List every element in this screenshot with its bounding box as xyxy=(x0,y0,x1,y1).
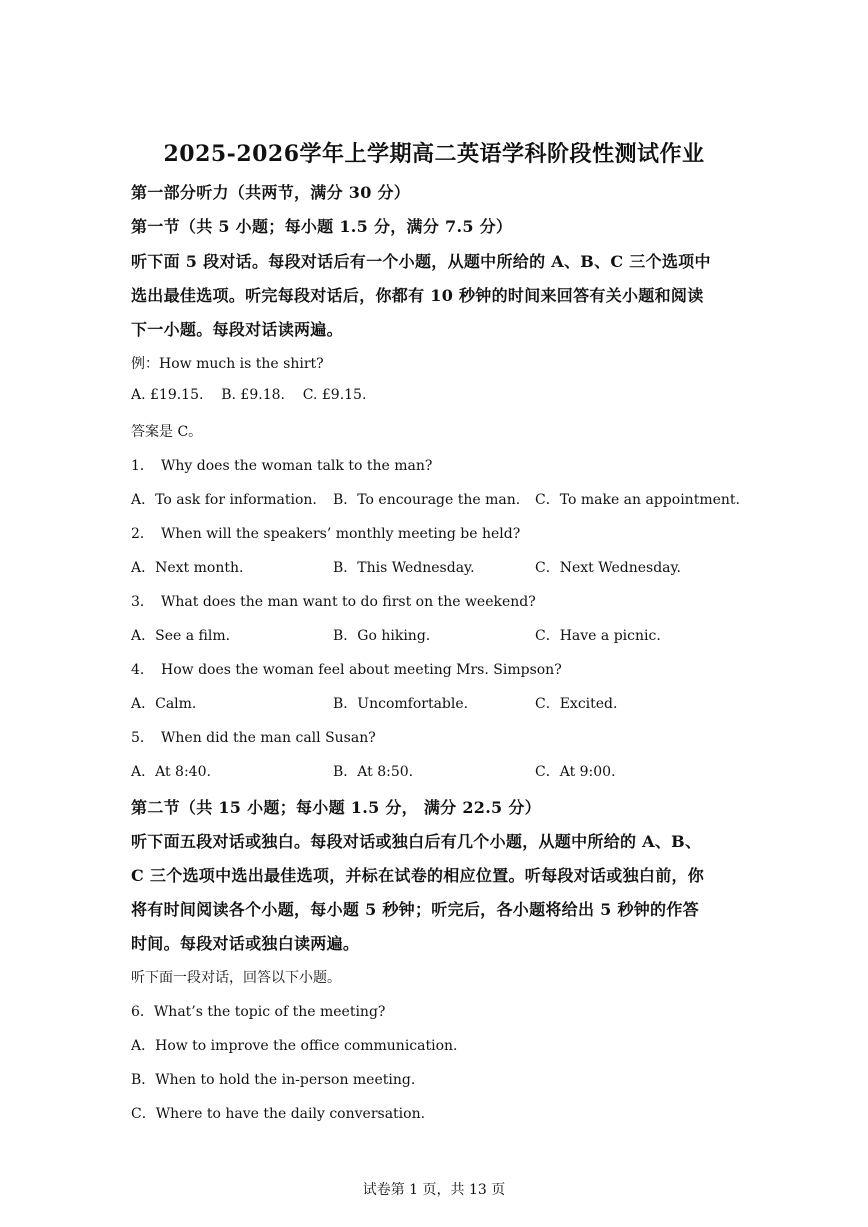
question-text: When did the man call Susan? xyxy=(161,730,376,746)
option-b: B．Go hiking. xyxy=(333,628,431,644)
option-a: A．How to improve the office communication. xyxy=(131,1038,458,1054)
option-b: B．This Wednesday. xyxy=(333,560,475,576)
section1-instruction-line: 选出最佳选项。听完每段对话后，你都有 10 秒钟的时间来回答有关小题和阅读 xyxy=(131,286,704,305)
question-number: 3． xyxy=(131,594,154,610)
option-b: B．When to hold the in-person meeting. xyxy=(131,1072,416,1088)
section2-instruction-line: C 三个选项中选出最佳选项，并标在试卷的相应位置。听每段对话或独白前，你 xyxy=(131,866,705,885)
example-question: 例：How much is the shirt? xyxy=(131,356,324,372)
question-text: Why does the woman talk to the man? xyxy=(161,458,433,474)
section1-heading: 第一节（共 5 小题；每小题 1.5 分，满分 7.5 分） xyxy=(131,217,513,236)
page-footer: 试卷第 1 页，共 13 页 xyxy=(362,1182,506,1198)
question-6: 6．What’s the topic of the meeting? xyxy=(131,1004,386,1020)
option-c: C．At 9:00. xyxy=(535,764,616,780)
question-1 xyxy=(131,455,432,475)
question-number: 1． xyxy=(131,458,154,474)
option-c: C．To make an appointment. xyxy=(535,492,740,508)
question-text: What does the man want to do first on the weekend? xyxy=(161,594,536,610)
example-options: A. £19.15. B. £9.18. C. £9.15. xyxy=(131,387,367,403)
option-c: C．Next Wednesday. xyxy=(535,560,682,576)
option-b: B．To encourage the man. xyxy=(333,492,521,508)
option-c: C．Excited. xyxy=(535,696,618,712)
option-a: A．Next month. xyxy=(131,560,244,576)
question-text: How does the woman feel about meeting Mrs. Simpson? xyxy=(161,662,562,678)
section2-instruction-line: 将有时间阅读各个小题，每小题 5 秒钟；听完后，各小题将给出 5 秒钟的作答 xyxy=(131,900,699,919)
part1-heading: 第一部分听力（共两节，满分 30 分） xyxy=(131,183,411,202)
option-b: B．At 8:50. xyxy=(333,764,414,780)
dialogue-intro: 听下面一段对话，回答以下小题。 xyxy=(131,970,341,986)
example-answer: 答案是 C。 xyxy=(131,424,203,440)
option-a: A．See a film. xyxy=(131,628,231,644)
question-number: 5． xyxy=(131,730,154,746)
option-a: A．Calm. xyxy=(131,696,197,712)
question-2 xyxy=(131,523,520,543)
question-number: 4． xyxy=(131,662,154,678)
question-number: 2． xyxy=(131,526,154,542)
section2-instruction-line: 听下面五段对话或独白。每段对话或独白后有几个小题，从题中所给的 A、B、 xyxy=(131,832,702,851)
question-text: When will the speakers’ monthly meeting be held? xyxy=(161,526,521,542)
option-c: C．Have a picnic. xyxy=(535,628,661,644)
section1-instruction-line: 下一小题。每段对话读两遍。 xyxy=(131,320,343,339)
option-b: B．Uncomfortable. xyxy=(333,696,469,712)
section1-instruction-line: 听下面 5 段对话。每段对话后有一个小题，从题中所给的 A、B、C 三个选项中 xyxy=(131,252,711,271)
question-5 xyxy=(131,727,376,747)
option-a: A．At 8:40. xyxy=(131,764,211,780)
question-3 xyxy=(131,591,536,611)
question-4 xyxy=(131,659,562,679)
section2-heading: 第二节（共 15 小题；每小题 1.5 分， 满分 22.5 分） xyxy=(131,798,541,817)
section2-instruction-line: 时间。每段对话或独白读两遍。 xyxy=(131,934,360,953)
option-c: C．Where to have the daily conversation. xyxy=(131,1106,426,1122)
option-a: A．To ask for information. xyxy=(131,492,317,508)
page-title: 2025-2026学年上学期高二英语学科阶段性测试作业 xyxy=(163,141,705,167)
